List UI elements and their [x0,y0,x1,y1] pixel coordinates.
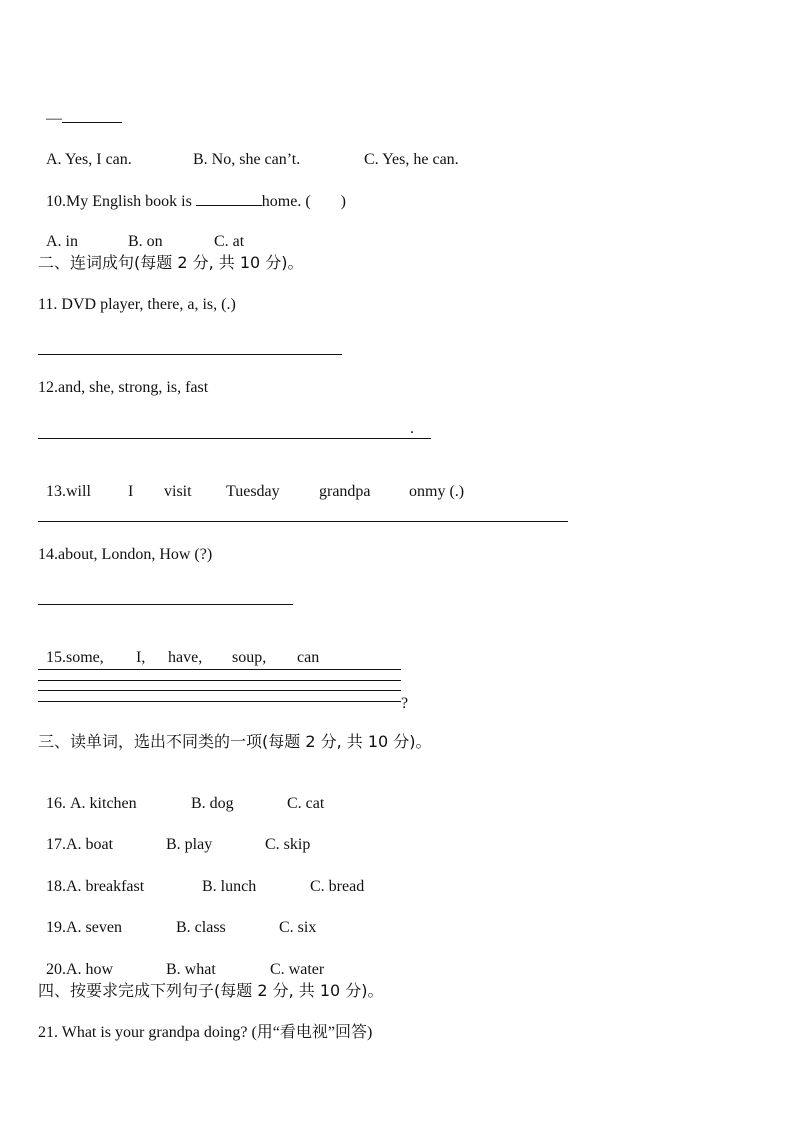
option-a: A. boat [66,836,114,853]
option-c: C. bread [310,878,365,895]
q12-question: 12.and, she, strong, is, fast [38,379,209,396]
q12-period: . [410,420,414,437]
option-a: A. Yes, I can. [46,151,132,168]
question-number: 20. [46,961,66,978]
q17-question [38,815,310,855]
section-3-title: 三、读单词，选出不同类的一项(每题 2 分, 共 10 分)。 [38,732,432,751]
q13-answer-line[interactable] [38,521,568,522]
question-number: 19. [46,919,66,936]
option-c: C. skip [265,836,311,853]
q11-answer-line[interactable] [38,354,342,355]
option-b: B. dog [191,795,234,812]
word: I, [136,649,146,666]
option-b: B. lunch [202,878,257,895]
word: visit [164,483,192,500]
option-a: A. kitchen [70,795,137,812]
q16-question [38,774,324,814]
option-c: C. cat [287,795,325,812]
question-number: 18. [46,878,66,895]
q18-question [38,857,364,897]
q15-question [38,628,319,668]
q9-options [38,130,459,170]
q19-question [38,898,316,938]
q12-answer-line[interactable] [38,438,431,439]
q15-question-mark: ? [401,695,409,712]
option-b: B. play [166,836,213,853]
q14-question: 14.about, London, How (?) [38,546,213,563]
dash: — [46,110,62,127]
word: 13.will [46,483,91,500]
q13-question [38,462,464,502]
q21-question: 21. What is your grandpa doing? (用“看电视”回答) [38,1024,373,1041]
q15-answer-line[interactable] [38,701,401,702]
option-b: B. No, she can’t. [193,151,301,168]
answer-blank[interactable] [62,108,122,123]
option-c: C. Yes, he can. [364,151,459,168]
word: grandpa [319,483,371,500]
q10-question [38,171,346,212]
word: onmy (.) [409,483,465,500]
question-number: 16. [46,795,70,812]
question-text-end: home. ( [261,193,311,210]
q15-answer-line[interactable] [38,690,401,691]
q10-options [38,212,244,252]
option-a: A. in [46,233,78,250]
question-number: 17. [46,836,66,853]
answer-blank[interactable] [196,191,262,206]
option-b: B. class [176,919,226,936]
section-2-title: 二、连词成句(每题 2 分, 共 10 分)。 [38,253,304,272]
word: soup, [232,649,267,666]
word: can [297,649,320,666]
q9-answer-line [38,88,122,129]
q20-question [38,940,324,980]
option-c: C. at [214,233,245,250]
option-c: C. six [279,919,317,936]
section-4-title: 四、按要求完成下列句子(每题 2 分, 共 10 分)。 [38,981,384,1000]
word: have, [168,649,203,666]
q15-answer-line[interactable] [38,680,401,681]
word: 15.some, [46,649,104,666]
q15-answer-line[interactable] [38,669,401,670]
option-c: C. water [270,961,325,978]
option-a: A. how [66,961,114,978]
option-a: A. seven [66,919,122,936]
q11-question: 11. DVD player, there, a, is, (.) [38,296,236,313]
word: Tuesday [226,483,280,500]
question-text: 10.My English book is [46,193,196,210]
paren-close: ) [340,193,346,210]
option-b: B. what [166,961,216,978]
option-b: B. on [128,233,163,250]
option-a: A. breakfast [66,878,145,895]
word: I [128,483,134,500]
q14-answer-line[interactable] [38,604,293,605]
